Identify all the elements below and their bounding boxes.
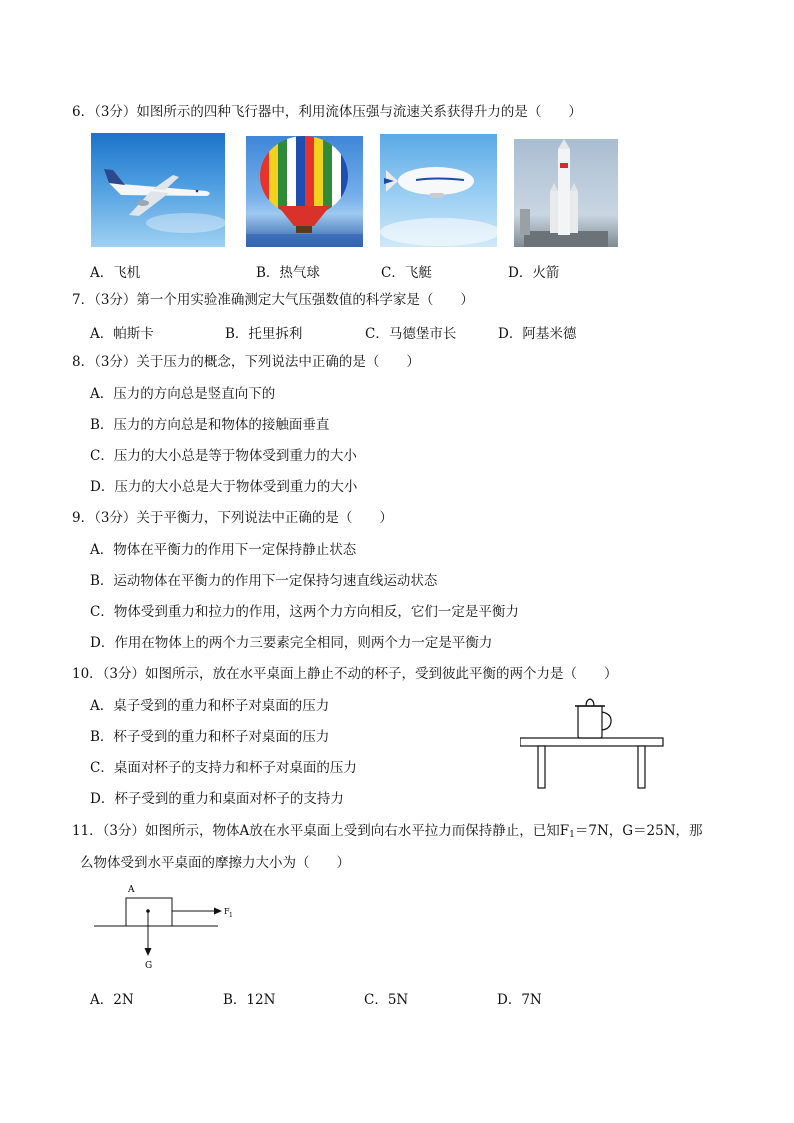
q6-stem: 6．（3分）如图所示的四种飞行器中，利用流体压强与流速关系获得升力的是（ ） — [72, 104, 582, 120]
q7-option-b[interactable]: B．托里拆利 — [225, 326, 303, 342]
q8-stem: 8．（3分）关于压力的概念，下列说法中正确的是（ ） — [72, 354, 420, 370]
q7-stem: 7．（3分）第一个用实验准确测定大气压强数值的科学家是（ ） — [72, 292, 474, 308]
q9-option-a[interactable]: A．物体在平衡力的作用下一定保持静止状态 — [90, 542, 357, 558]
q8-option-b[interactable]: B．压力的方向总是和物体的接触面垂直 — [90, 417, 330, 433]
q7-option-d[interactable]: D．阿基米德 — [498, 326, 577, 342]
q6-option-b[interactable]: B．热气球 — [256, 265, 320, 281]
q10-stem: 10．（3分）如图所示，放在水平桌面上静止不动的杯子，受到彼此平衡的两个力是（ ） — [72, 666, 618, 682]
q8-option-c[interactable]: C．压力的大小总是等于物体受到重力的大小 — [90, 448, 357, 464]
q9-stem: 9．（3分）关于平衡力，下列说法中正确的是（ ） — [72, 510, 393, 526]
q11-stem-subscript: 1 — [569, 830, 575, 840]
q6-option-d[interactable]: D．火箭 — [508, 265, 560, 281]
force-diagram — [92, 880, 242, 972]
q7-option-a[interactable]: A．帕斯卡 — [90, 326, 154, 342]
airship-image — [380, 134, 497, 247]
q11-stem-part2: ＝7N，G＝25N，那 — [574, 823, 703, 839]
cup-on-table-diagram — [520, 694, 664, 790]
q11-option-b[interactable]: B．12N — [223, 992, 276, 1008]
q8-option-d[interactable]: D．压力的大小总是大于物体受到重力的大小 — [90, 479, 358, 495]
q6-option-c[interactable]: C．飞艇 — [381, 265, 432, 281]
q7-options — [90, 322, 576, 342]
q10-option-a[interactable]: A．桌子受到的重力和杯子对桌面的压力 — [90, 698, 330, 714]
force-subscript: 1 — [229, 912, 233, 919]
q11-stem-line1 — [72, 822, 703, 844]
q9-option-c[interactable]: C．物体受到重力和拉力的作用，这两个力方向相反，它们一定是平衡力 — [90, 604, 519, 620]
q9-option-b[interactable]: B．运动物体在平衡力的作用下一定保持匀速直线运动状态 — [90, 573, 438, 589]
q11-stem-line2: 么物体受到水平桌面的摩擦力大小为（ ） — [80, 855, 350, 871]
q11-option-d[interactable]: D．7N — [497, 992, 542, 1008]
q10-option-d[interactable]: D．杯子受到的重力和桌面对杯子的支持力 — [90, 791, 344, 807]
q11-option-c[interactable]: C．5N — [364, 992, 409, 1008]
q11-stem-part1: 11．（3分）如图所示，物体A放在水平桌面上受到向右水平拉力而保持静止，已知F — [72, 823, 570, 839]
q10-option-c[interactable]: C．桌面对杯子的支持力和杯子对桌面的压力 — [90, 760, 357, 776]
q11-option-a[interactable]: A．2N — [90, 992, 134, 1008]
q8-option-a[interactable]: A．压力的方向总是竖直向下的 — [90, 386, 276, 402]
hot-air-balloon-image — [246, 136, 363, 247]
q7-option-c[interactable]: C．马德堡市长 — [365, 326, 457, 342]
q9-option-d[interactable]: D．作用在物体上的两个力三要素完全相同，则两个力一定是平衡力 — [90, 635, 493, 651]
force-label: F — [224, 907, 230, 916]
rocket-image — [514, 139, 618, 247]
q6-option-a[interactable]: A．飞机 — [90, 265, 141, 281]
airplane-image — [91, 133, 225, 247]
q11-options — [90, 988, 542, 1008]
weight-label: G — [145, 961, 153, 971]
q10-option-b[interactable]: B．杯子受到的重力和杯子对桌面的压力 — [90, 729, 330, 745]
block-label: A — [128, 885, 135, 895]
q6-options — [90, 261, 559, 281]
